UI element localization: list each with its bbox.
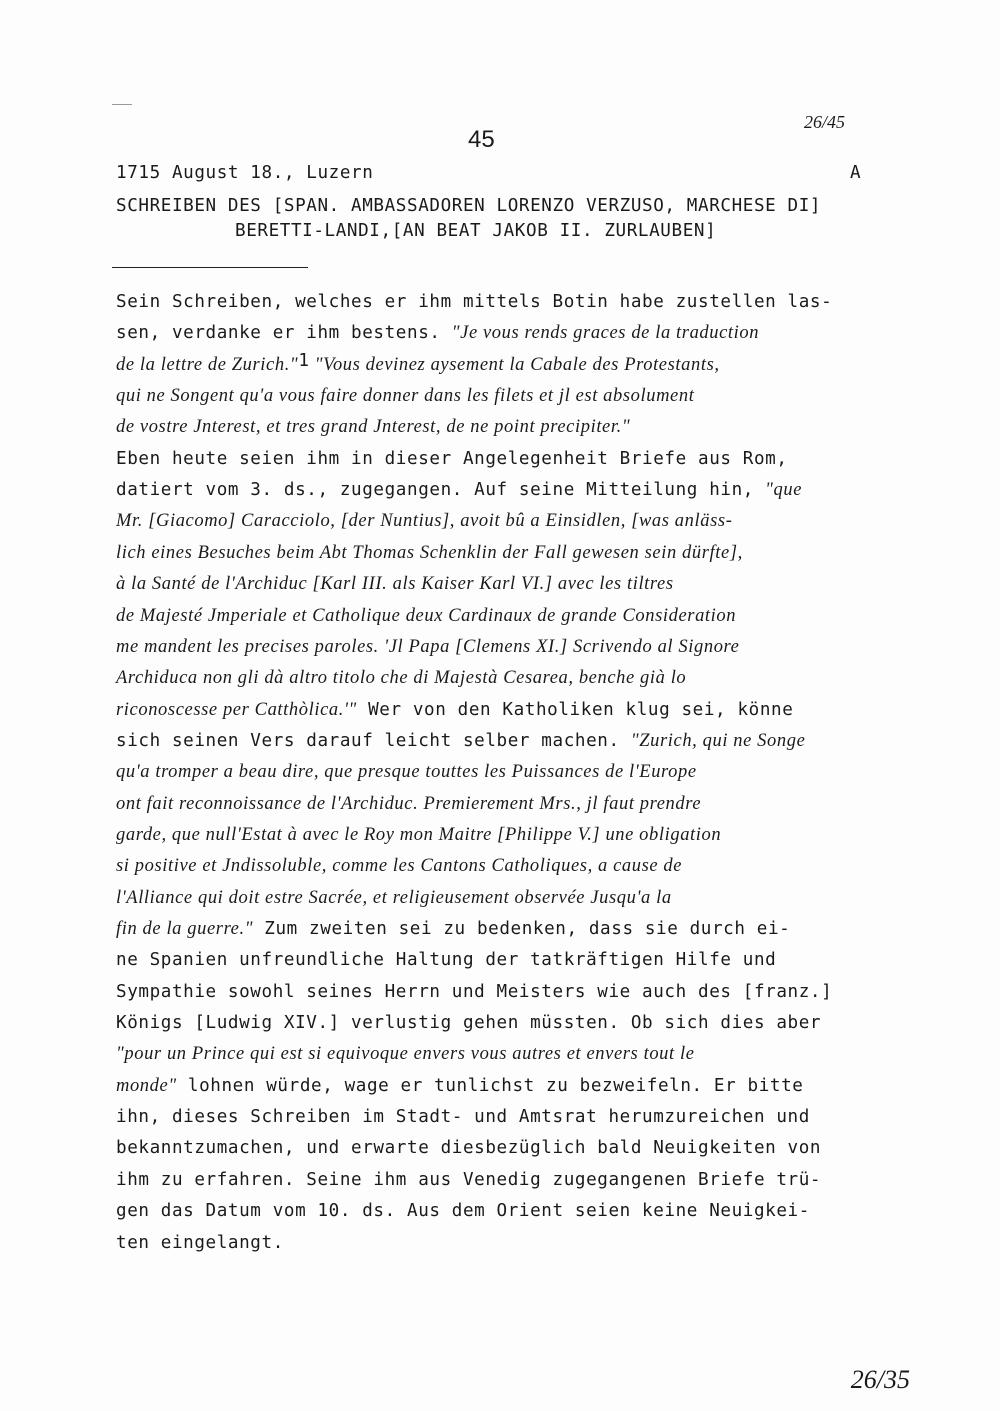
text-line [116, 1013, 821, 1033]
text-line [116, 700, 793, 721]
text-line [116, 574, 674, 595]
text-line [116, 1107, 810, 1127]
text-line [116, 950, 776, 970]
quoted-text: lich eines Besuches beim Abt Thomas Schenklin der Fall gewesen sein dürfte], [116, 542, 743, 563]
quoted-text: qui ne Songent qu'a vous faire donner dans les filets et jl est absolument [116, 386, 695, 407]
document-title-line-2: BERETTI-LANDI,[AN BEAT JAKOB II. ZURLAUBEN] [235, 221, 717, 241]
title-rule [112, 267, 308, 268]
quoted-text: garde, que null'Estat à avec le Roy mon Maitre [Philippe V.] une obligation [116, 824, 722, 845]
summary-text: ne Spanien unfreundliche Haltung der tatkräftigen Hilfe und [116, 950, 777, 971]
text-line [116, 1138, 821, 1158]
summary-text: Eben heute seien ihm in dieser Angelegenheit Briefe aus Rom, [116, 448, 788, 469]
quoted-text: "Vous devinez aysement la Cabale des Protestants, [309, 354, 720, 375]
summary-text: ihm zu erfahren. Seine ihm aus Venedig zugegangenen Briefe trü- [116, 1169, 822, 1190]
quoted-text: "pour un Prince qui est si equivoque envers vous autres et envers tout le [116, 1044, 695, 1065]
handwritten-folio: 26/35 [850, 1365, 910, 1394]
quoted-text: fin de la guerre." [116, 919, 254, 939]
quoted-text: de vostre Jnterest, et tres grand Jnterest, de ne point precipiter." [116, 417, 631, 438]
quoted-text: monde" [116, 1075, 177, 1096]
text-line [116, 1076, 803, 1097]
quoted-text: Mr. [Giacomo] Caracciolo, [der Nuntius], avoit bû a Einsidlen, [was anläss- [116, 511, 733, 532]
text-line [116, 606, 736, 627]
quoted-text: de la lettre de Zurich." [116, 354, 299, 375]
text-line [116, 637, 739, 658]
text-line [116, 825, 721, 846]
summary-text: ihn, dieses Schreiben im Stadt- und Amtsrat herumzureichen und [116, 1107, 810, 1128]
quoted-text: me mandent les precises paroles. 'Jl Papa [Clemens XI.] Scrivendo al Signore [116, 636, 740, 657]
scan-mark [112, 104, 132, 105]
text-line [116, 668, 686, 689]
folio-number: 26/45 [803, 112, 845, 132]
text-line [116, 449, 788, 469]
summary-text: Wer von den Katholiken klug sei, könne [356, 699, 794, 720]
text-line [116, 350, 720, 376]
quoted-text: si positive et Jndissoluble, comme les Cantons Catholiques, a cause de [116, 856, 683, 877]
summary-text: Königs [Ludwig XIV.] verlustig gehen müssten. Ob sich dies aber [116, 1013, 822, 1034]
summary-text: lohnen würde, wage er tunlichst zu bezweifeln. Er bitte [176, 1075, 804, 1096]
quoted-text: de Majesté Jmperiale et Catholique deux Cardinaux de grande Consideration [116, 605, 737, 626]
summary-text: Sympathie sowohl seines Herrn und Meisters wie auch des [franz.] [116, 981, 833, 1002]
summary-text: bekanntzumachen, und erwarte diesbezüglich bald Neuigkeiten von [116, 1138, 822, 1159]
summary-text: Sein Schreiben, welches er ihm mittels Botin habe zustellen las- [116, 292, 833, 312]
text-line [116, 1233, 284, 1253]
text-line [116, 292, 832, 312]
text-line [116, 1170, 821, 1190]
text-line [116, 480, 802, 501]
dateline: 1715 August 18., Luzern [116, 163, 374, 183]
quoted-text: Archiduca non gli dà altro titolo che di Majestà Cesarea, benche già lo [116, 668, 687, 689]
text-line [116, 1201, 810, 1221]
classmark: A [850, 163, 862, 183]
text-line [116, 543, 743, 564]
text-line [116, 919, 790, 940]
summary-text: Zum zweiten sei zu bedenken, dass sie durch ei- [253, 919, 791, 939]
quoted-text: "que [765, 480, 803, 501]
text-line [116, 323, 759, 344]
text-line [116, 386, 694, 407]
text-line [116, 1044, 695, 1065]
text-line [116, 511, 732, 532]
summary-text: gen das Datum vom 10. ds. Aus dem Orient seien keine Neuigkei- [116, 1201, 810, 1222]
quoted-text: "Je vous rends graces de la traduction [451, 323, 760, 344]
footnote-marker: 1 [298, 350, 310, 371]
quoted-text: ont fait reconnoissance de l'Archiduc. Premierement Mrs., jl faut prendre [116, 793, 702, 814]
text-line [116, 762, 697, 783]
quoted-text: riconoscesse per Catthòlica.'" [116, 699, 357, 720]
summary-text: ten eingelangt. [116, 1232, 284, 1253]
text-line [116, 856, 682, 877]
text-line [116, 982, 832, 1002]
text-line [116, 731, 805, 752]
quoted-text: qu'a tromper a beau dire, que presque touttes les Puissances de l'Europe [116, 762, 697, 783]
summary-text: sen, verdanke er ihm bestens. [116, 323, 452, 344]
document-title-line-1: SCHREIBEN DES [SPAN. AMBASSADOREN LORENZO VERZUSO, MARCHESE DI] [116, 196, 822, 216]
quoted-text: à la Santé de l'Archiduc [Karl III. als Kaiser Karl VI.] avec les tiltres [116, 574, 674, 595]
quoted-text: "Zurich, qui ne Songe [630, 730, 806, 751]
summary-text: datiert vom 3. ds., zugegangen. Auf seine Mitteilung hin, [116, 480, 766, 501]
text-line [116, 888, 672, 909]
text-line [116, 794, 701, 815]
quoted-text: l'Alliance qui doit estre Sacrée, et religieusement observée Jusqu'a la [116, 887, 672, 908]
summary-text: sich seinen Vers darauf leicht selber machen. [116, 730, 631, 751]
text-line [116, 417, 630, 438]
document-number: 45 [468, 126, 495, 153]
